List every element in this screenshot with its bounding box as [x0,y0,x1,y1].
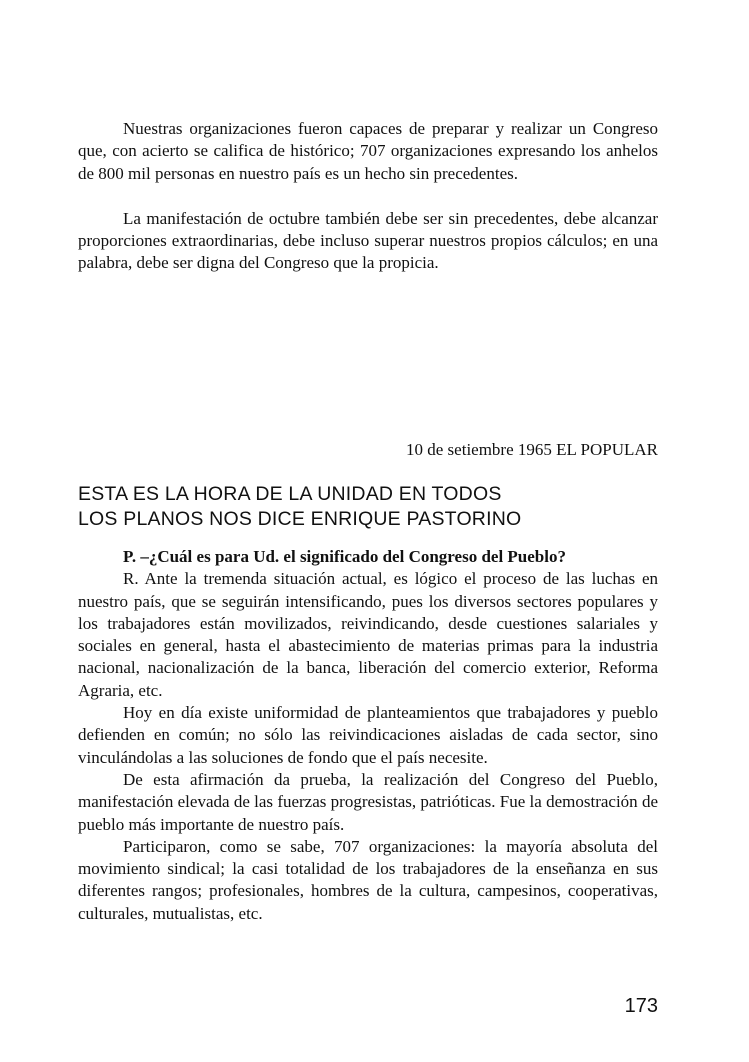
interview-answer-3: De esta afirmación da prueba, la realización del Congreso del Pueblo, manifestación elevada de las fuerzas progresistas, patrióticas. Fue la demostración de pueblo más importante de nuestro país. [78,769,658,834]
interview-answer-2: Hoy en día existe uniformidad de planteamientos que trabajadores y pueblo defienden en común; no sólo las reivindicaciones aisladas de cada sector, sino vinculándolas a las soluciones de fondo que el país necesite. [78,703,658,767]
question-marker: P. [123,547,137,566]
paragraph-congreso: Nuestras organizaciones fueron capaces de preparar y realizar un Congreso que, con acierto se califica de histórico; 707 organizaciones expresando los anhelos de 800 mil personas en nuestro país es un hecho sin precedentes. [78,119,658,183]
interview-question [78,546,658,568]
headline-line-1: ESTA ES LA HORA DE LA UNIDAD EN TODOS [78,483,502,505]
answer-marker: R. [123,569,139,589]
interview-answer-1 [78,568,658,702]
headline-line-2: LOS PLANOS NOS DICE ENRIQUE PASTORINO [78,508,522,530]
intro-text [78,118,658,275]
interview-text [78,546,658,925]
paragraph-manifestacion: La manifestación de octubre también debe ser sin precedentes, debe alcanzar proporciones extraordinarias, debe incluso superar nuestros propios cálculos; en una palabra, debe ser digna del Congreso que la propicia. [78,208,658,273]
article-headline [78,482,658,532]
interview-answer-4: Participaron, como se sabe, 707 organizaciones: la mayoría absoluta del movimiento sindical; la casi totalidad de los trabajadores de la enseñanza en sus diferentes rangos; profesionales, hombres de la cultura, campesinos, cooperativas, culturales, mutualistas, etc. [78,836,658,923]
page-number: 173 [624,995,658,1017]
source-citation: 10 de setiembre 1965 EL POPULAR [406,440,658,459]
question-text: –¿Cuál es para Ud. el significado del Congreso del Pueblo? [140,547,566,566]
answer-text-1: Ante la tremenda situación actual, es lógico el proceso de las luchas en nuestro país, que se seguirán intensificando, pues los diversos sectores populares y los trabajadores están movilizados, reivindicando, desde cuestiones salariales y sociales en general, hasta el abastecimiento de materias primas para la industria nacional, nacionalización de la banca, liberación del comercio exterior, Reforma Agraria, etc. [78,569,658,700]
